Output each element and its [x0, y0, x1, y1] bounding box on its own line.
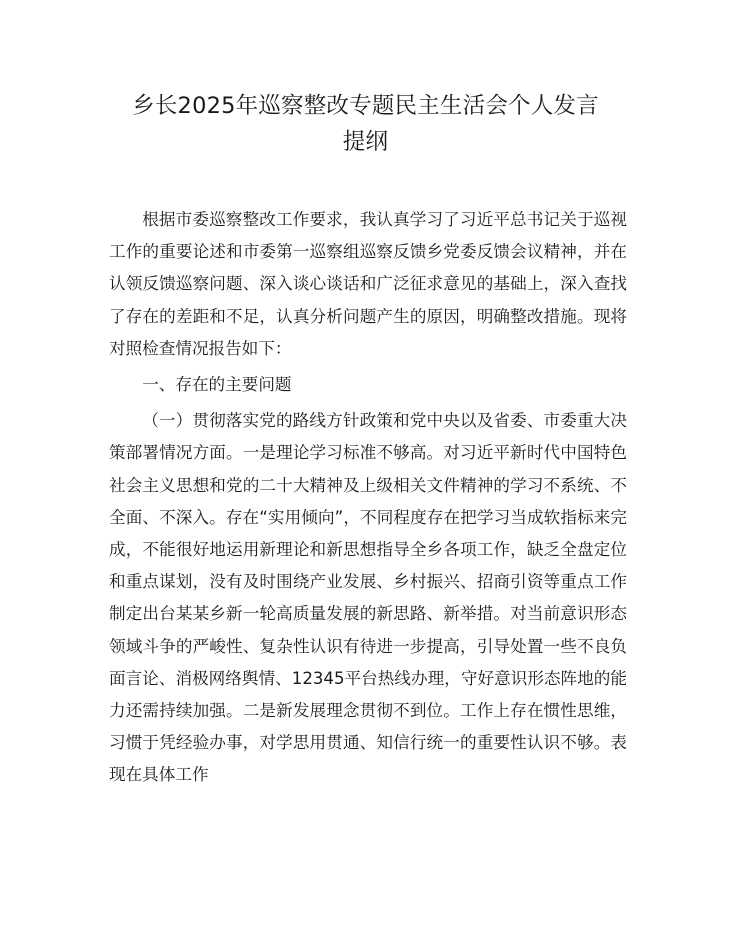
title-line-2: 提纲: [342, 129, 389, 155]
section-heading: 一、存在的主要问题: [142, 375, 292, 395]
title-line-1: 乡长2025年巡察整改专题民主生活会个人发言: [132, 93, 599, 119]
body-paragraph: （一）贯彻落实党的路线方针政策和党中央以及省委、市委重大决策部署情况方面。一是理论学习标准不够高。对习近平新时代中国特色社会主义思想和党的二十大精神及上级相关文件精神的学习不系统、不全面、不深入。存在“实用倾向”，不同程度存在把学习当成软指标来完成，不能很好地运用新理论和新思想指导全乡各项工作，缺乏全盘定位和重点谋划，没有及时围绕产业发展、乡村振兴、招商引资等重点工作制定出台某某乡新一轮高质量发展的新思路、新举措。对当前意识形态领域斗争的严峻性、复杂性认识有待进一步提高，引导处置一些不良负面言论、消极网络舆情、12345平台热线办理，守好意识形态阵地的能力还需持续加强。二是新发展理念贯彻不到位。工作上存在惯性思维，习惯于凭经验办事，对学思用贯通、知信行统一的重要性认识不够。表现在具体工作: [109, 411, 627, 785]
document-body: [109, 204, 627, 792]
intro-paragraph: 根据市委巡察整改工作要求，我认真学习了习近平总书记关于巡视工作的重要论述和市委第一巡察组巡察反馈乡党委反馈会议精神，并在认领反馈巡察问题、深入谈心谈话和广泛征求意见的基础上，深入查找了存在的差距和不足，认真分析问题产生的原因，明确整改措施。现将对照检查情况报告如下：: [109, 210, 627, 358]
document-title: [100, 88, 631, 160]
